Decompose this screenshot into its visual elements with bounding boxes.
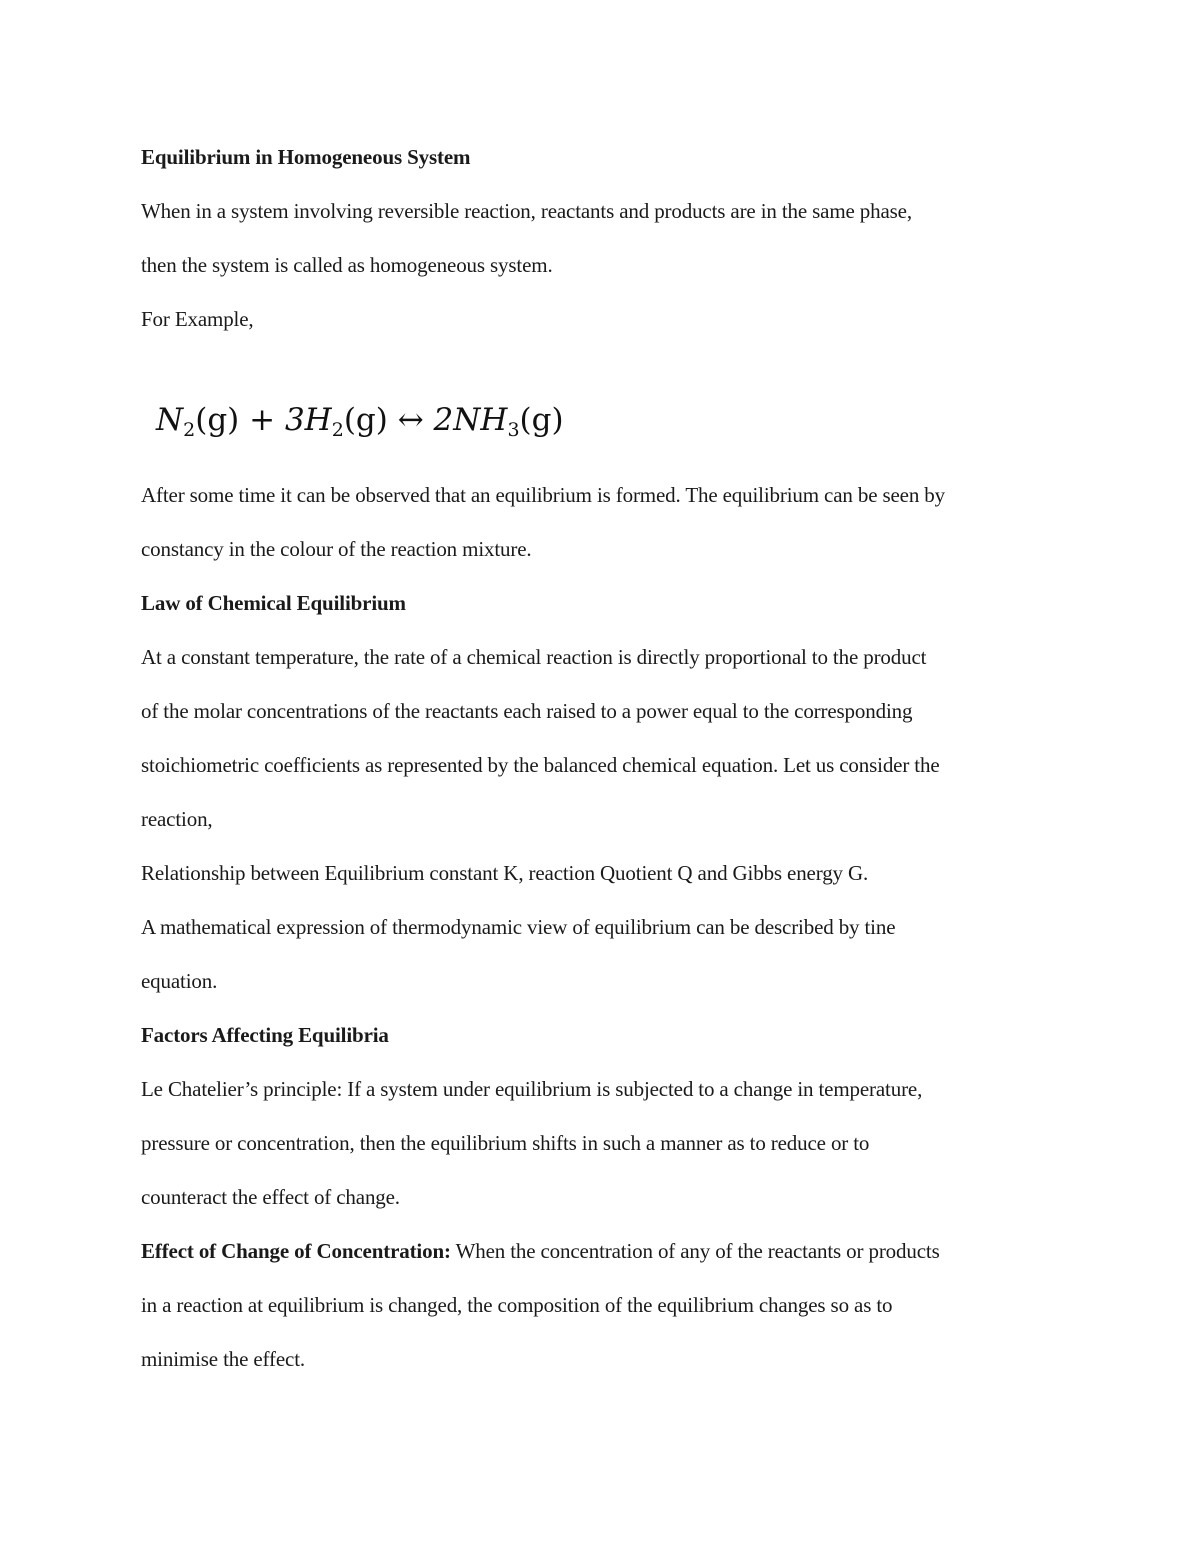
for-example-label: For Example, [141,307,254,331]
equation-hydrogen: 3H [284,402,332,438]
paragraph-law-line-4: reaction, [141,807,213,831]
equation-h-subscript: 2 [331,419,344,441]
paragraph-law-line-2: of the molar concentrations of the reactants each raised to a power equal to the corresponding [141,699,913,723]
paragraph-relationship: Relationship between Equilibrium constant K, reaction Quotient Q and Gibbs energy G. [141,861,869,885]
chemical-equation [156,398,564,442]
heading-factors-affecting-equilibria: Factors Affecting Equilibria [141,1023,389,1047]
heading-law-of-chemical-equilibrium: Law of Chemical Equilibrium [141,591,406,615]
concentration-label: Effect of Change of Concentration: [141,1239,451,1263]
paragraph-mathematical-line-1: A mathematical expression of thermodynamic view of equilibrium can be described by tine [141,915,896,939]
paragraph-after-line-1: After some time it can be observed that an equilibrium is formed. The equilibrium can be seen by [141,483,945,507]
concentration-line-1-text: When the concentration of any of the reactants or products [450,1239,940,1263]
equation-n: N [156,402,184,438]
paragraph-concentration-line-3: minimise the effect. [141,1347,305,1371]
paragraph-concentration-line-2: in a reaction at equilibrium is changed, the composition of the equilibrium changes so as to [141,1293,893,1317]
equation-gas-state-1: (g) [195,402,240,438]
paragraph-homogeneous-line-2: then the system is called as homogeneous system. [141,253,553,277]
paragraph-mathematical-line-2: equation. [141,969,218,993]
paragraph-le-chatelier-line-1: Le Chatelier’s principle: If a system under equilibrium is subjected to a change in temperature, [141,1077,923,1101]
paragraph-after-line-2: constancy in the colour of the reaction mixture. [141,537,532,561]
equation-reversible-arrow: ↔ [387,402,434,438]
equation-gas-state-2: (g) [343,402,388,438]
equation-nh-subscript: 3 [507,419,520,441]
paragraph-le-chatelier-line-2: pressure or concentration, then the equilibrium shifts in such a manner as to reduce or to [141,1131,870,1155]
paragraph-le-chatelier-line-3: counteract the effect of change. [141,1185,400,1209]
equation-ammonia: 2NH [433,402,508,438]
paragraph-homogeneous-line-1: When in a system involving reversible reaction, reactants and products are in the same phase, [141,199,912,223]
paragraph-concentration-line-1 [141,1237,940,1265]
heading-homogeneous-system: Equilibrium in Homogeneous System [141,145,471,169]
equation-plus: + [239,402,285,438]
paragraph-law-line-3: stoichiometric coefficients as represented by the balanced chemical equation. Let us consider the [141,753,940,777]
equation-gas-state-3: (g) [519,402,564,438]
equation-n-subscript: 2 [183,419,196,441]
paragraph-law-line-1: At a constant temperature, the rate of a chemical reaction is directly proportional to the product [141,645,927,669]
